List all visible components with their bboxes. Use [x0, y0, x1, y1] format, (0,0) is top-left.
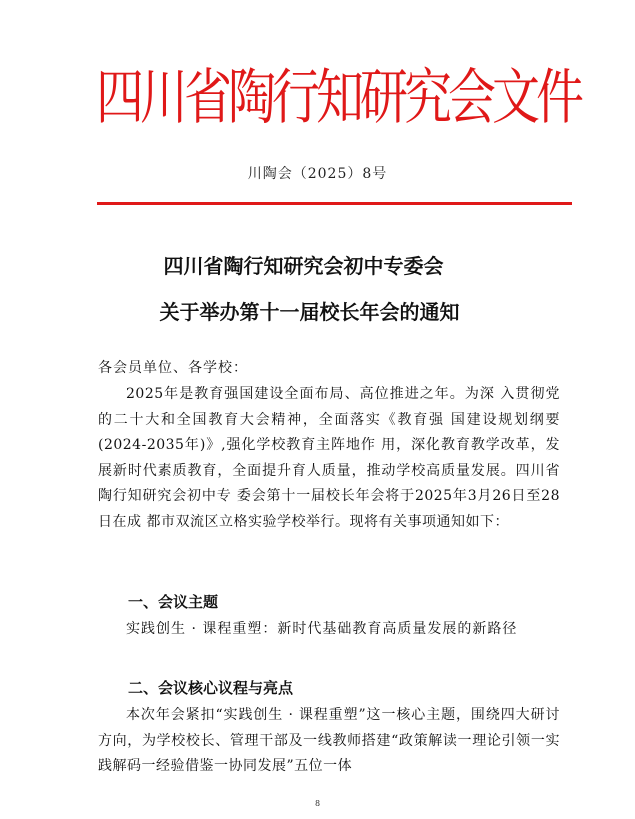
- salutation: 各会员单位、各学校：: [98, 360, 248, 376]
- notice-title-line-2: 关于举办第十一届校长年会的通知: [159, 300, 460, 324]
- section-1-text: 实践创生 · 课程重塑：新时代基础教育高质量发展的新路径: [126, 621, 518, 637]
- intro-paragraph: 2025年是教育强国建设全面布局、高位推进之年。为深 入贯彻党的二十大和全国教育大会精神，全面落实《教育强 国建设规划纲要(2024-2035年)》,强化学校教育主阵地作 用，深化教育教学改革，发展新时代素质教育，全面提升育人质量，推动学校高质量发展。四川省陶行知研究会初中专 委会第十一届校长年会将于2025年3月26日至28日在成 都市双流区立格实验学校举行。现将有关事项通知如下：: [98, 386, 560, 530]
- section-2-text: 本次年会紧扣“实践创生 · 课程重塑”这一核心主题，围绕四大研讨方向，为学校校长、管理干部及一线教师搭建“政策解读一理论引领一实践解码一经验借鉴一协同发展”五位一体: [98, 707, 560, 774]
- masthead-title: 四川省陶行知研究会文件: [96, 63, 581, 133]
- section-1-heading: 一、会议主题: [128, 593, 219, 611]
- red-divider: [97, 202, 572, 205]
- section-2-heading: 二、会议核心议程与亮点: [128, 679, 294, 697]
- page-number: 8: [314, 799, 321, 808]
- notice-title-line-1: 四川省陶行知研究会初中专委会: [163, 254, 444, 278]
- document-number: 川陶会（2025）8号: [247, 166, 388, 182]
